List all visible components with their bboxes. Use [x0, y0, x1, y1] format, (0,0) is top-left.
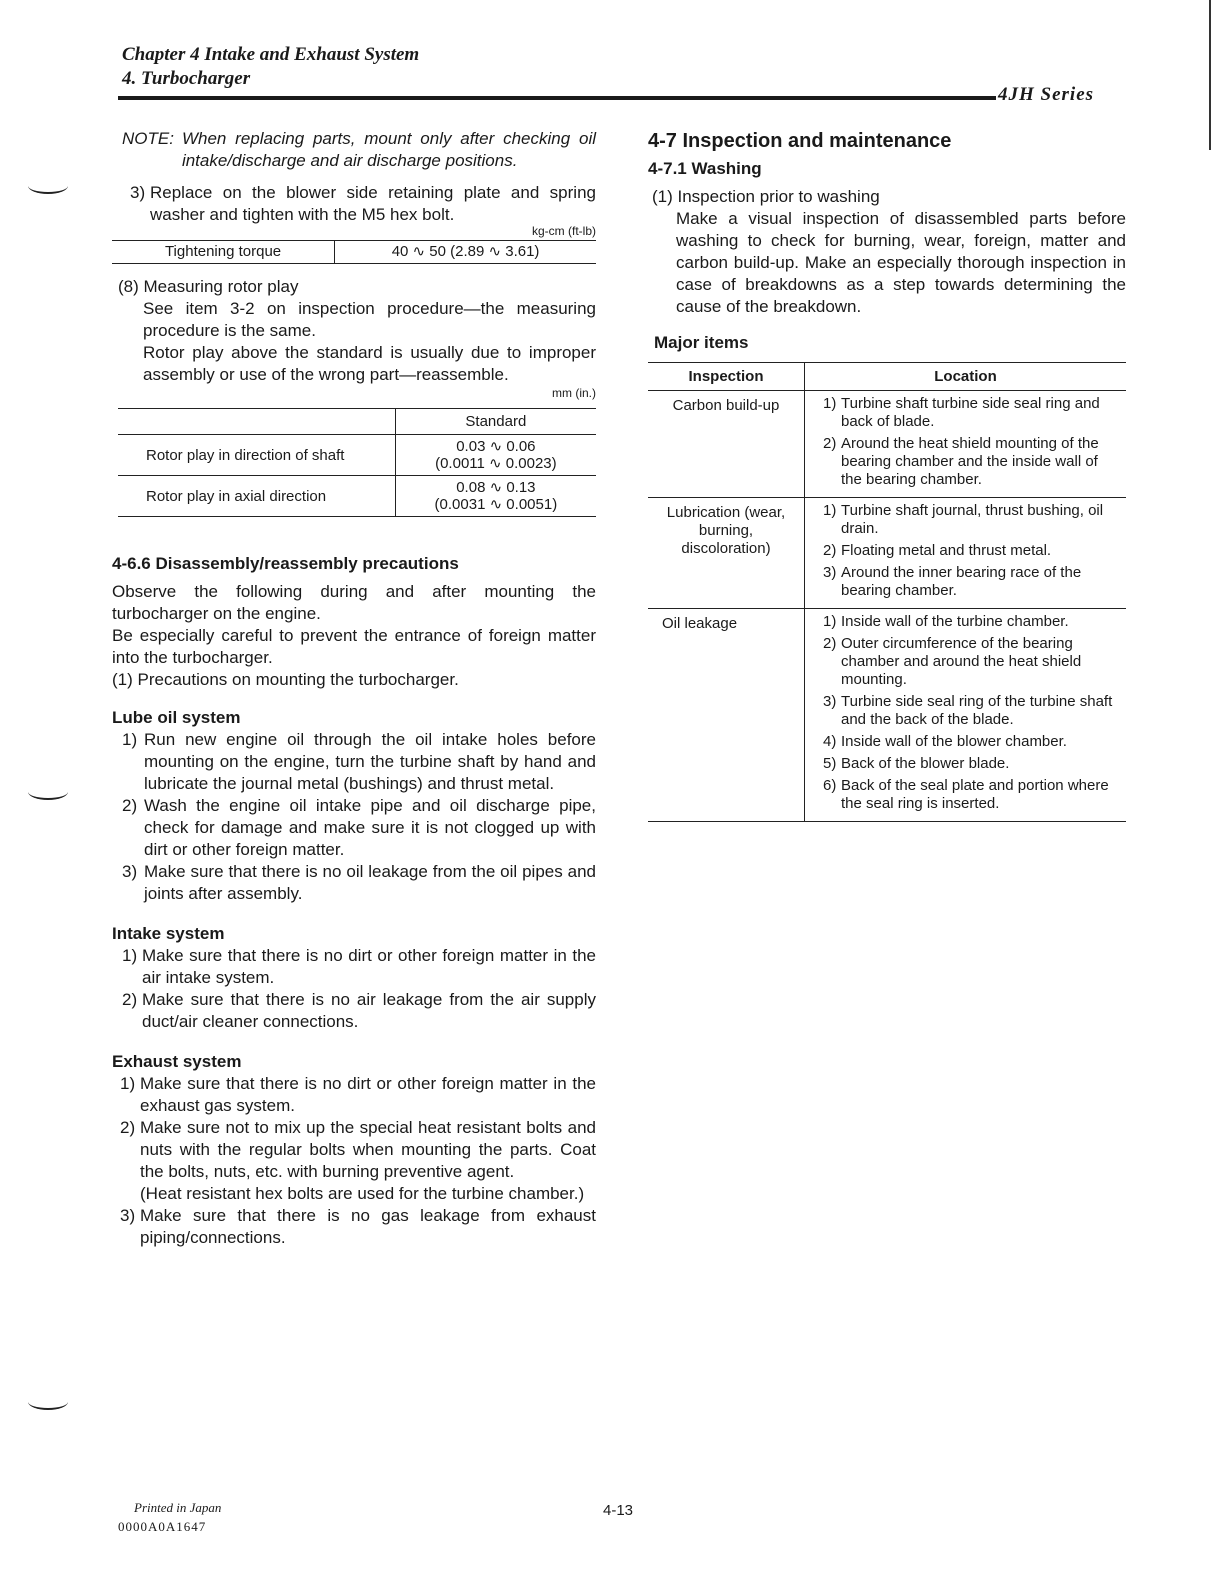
- document-code: 0000A0A1647: [118, 1519, 207, 1534]
- precautions-section: [112, 553, 596, 691]
- location-text: Around the inner bearing race of the bearing chamber.: [841, 564, 1082, 599]
- rotor-row: [118, 435, 596, 476]
- note-text: When replacing parts, mount only after checking oil intake/discharge and air discharge positions.: [181, 129, 596, 170]
- exhaust-item: [112, 1205, 596, 1249]
- col-inspection: Inspection: [648, 363, 805, 391]
- lube-item: [112, 795, 596, 861]
- location-number: 1): [823, 613, 837, 630]
- header-rule: [118, 96, 996, 100]
- location-cell: [805, 498, 1127, 609]
- note-block: [112, 128, 596, 172]
- item-text: Make sure that there is no dirt or other foreign matter in the air intake system.: [142, 946, 596, 987]
- rotor-heading: (8) Measuring rotor play: [118, 277, 299, 296]
- location-text: Back of the blower blade.: [841, 755, 1010, 772]
- item-number: 1): [122, 946, 138, 965]
- location-text: Floating metal and thrust metal.: [841, 542, 1052, 559]
- location-number: 3): [823, 564, 837, 581]
- lube-oil-section: [112, 707, 596, 905]
- item-text: Wash the engine oil intake pipe and oil discharge pipe, check for damage and make sure it is not clogged up with dirt or other foreign matter.: [144, 796, 596, 859]
- item-text: Make sure that there is no air leakage from the air supply duct/air cleaner connections.: [142, 990, 596, 1031]
- series-label: 4JH Series: [998, 84, 1095, 105]
- location-item: [823, 613, 1118, 631]
- location-text: Inside wall of the blower chamber.: [841, 733, 1067, 750]
- precautions-para-1: Observe the following during and after mounting the turbocharger on the engine.: [112, 582, 596, 623]
- intake-item: [112, 989, 596, 1033]
- punch-hole-mark: [28, 1394, 68, 1410]
- torque-label: Tightening torque: [112, 241, 335, 264]
- rotor-value-in: (0.0031 ∿ 0.0051): [434, 496, 558, 513]
- location-item: [823, 542, 1118, 560]
- location-number: 3): [823, 693, 837, 710]
- location-number: 5): [823, 755, 837, 772]
- major-items-heading: Major items: [654, 333, 749, 352]
- item-text: [140, 1117, 596, 1205]
- location-item: [823, 777, 1118, 813]
- major-items-table: [648, 362, 1126, 822]
- rotor-play-section: [112, 276, 596, 386]
- right-column: [648, 128, 1126, 822]
- item-text: Make sure that there is no oil leakage from the oil pipes and joints after assembly.: [144, 862, 596, 903]
- item-number: 2): [120, 1118, 136, 1137]
- rotor-value-mm: 0.08 ∿ 0.13: [456, 479, 536, 496]
- exhaust-item: [112, 1073, 596, 1117]
- rotor-row-item: Rotor play in direction of shaft: [118, 435, 395, 476]
- precautions-para-2: Be especially careful to prevent the entrance of foreign matter into the turbocharger.: [112, 626, 596, 667]
- item-text: Make sure that there is no dirt or other foreign matter in the exhaust gas system.: [140, 1074, 596, 1115]
- washing-subheading: 4-7.1 Washing: [648, 159, 762, 178]
- intake-heading: Intake system: [112, 924, 225, 943]
- location-item: [823, 564, 1118, 600]
- location-text: Inside wall of the turbine chamber.: [841, 613, 1069, 630]
- item-number: 1): [122, 730, 138, 749]
- rotor-col-standard: Standard: [395, 409, 596, 435]
- location-text: Outer circumference of the bearing chamber and around the heat shield mounting.: [841, 635, 1082, 688]
- item-number: 2): [122, 796, 138, 815]
- location-number: 1): [823, 502, 837, 519]
- location-cell: [805, 609, 1127, 822]
- exhaust-heading: Exhaust system: [112, 1052, 242, 1071]
- location-item: [823, 635, 1118, 689]
- location-text: Around the heat shield mounting of the bearing chamber and the inside wall of the bearing chamber.: [841, 435, 1099, 488]
- inspection-cell: Oil leakage: [648, 609, 805, 822]
- location-number: 2): [823, 435, 837, 452]
- precautions-heading: 4-6.6 Disassembly/reassembly precautions: [112, 554, 459, 573]
- rotor-col-item: [118, 409, 395, 435]
- location-text: Back of the seal plate and portion where the seal ring is inserted.: [841, 777, 1109, 812]
- rotor-row-item: Rotor play in axial direction: [118, 476, 395, 517]
- torque-unit: kg-cm (ft-lb): [532, 224, 596, 238]
- punch-hole-mark: [28, 178, 68, 194]
- intake-item: [112, 945, 596, 989]
- exhaust-section: [112, 1051, 596, 1249]
- left-column: [112, 128, 596, 1249]
- item-number: 2): [122, 990, 138, 1009]
- inspection-heading: 4-7 Inspection and maintenance: [648, 130, 952, 152]
- inspect-prior-heading: (1) Inspection prior to washing: [652, 187, 880, 206]
- section-title: 4. Turbocharger: [122, 68, 251, 89]
- inspection-group: [648, 609, 1126, 822]
- location-cell: [805, 391, 1127, 498]
- location-number: 4): [823, 733, 837, 750]
- precautions-para-3: (1) Precautions on mounting the turbocharger.: [112, 670, 459, 689]
- location-text: Turbine shaft journal, thrust bushing, oil drain.: [841, 502, 1104, 537]
- location-item: [823, 693, 1118, 729]
- location-text: Turbine shaft turbine side seal ring and back of blade.: [841, 395, 1100, 430]
- location-item: [823, 755, 1118, 773]
- printed-in-label: Printed in Japan: [134, 1500, 222, 1515]
- item-text-main: Make sure not to mix up the special heat resistant bolts and nuts with the regular bolts when mounting the parts. Coat the bolts, nuts, etc. with burning preventive agent.: [140, 1118, 596, 1181]
- step-number: 3): [130, 183, 146, 202]
- rotor-row: [118, 476, 596, 517]
- lube-item: [112, 729, 596, 795]
- inspection-cell: Lubrication (wear, burning, discoloration): [648, 498, 805, 609]
- page-edge-line: [1209, 0, 1211, 150]
- intake-section: [112, 923, 596, 1033]
- location-number: 1): [823, 395, 837, 412]
- item-number: 1): [120, 1074, 136, 1093]
- rotor-row-value: [395, 435, 596, 476]
- exhaust-item: [112, 1117, 596, 1205]
- item-number: 3): [120, 1206, 136, 1225]
- inspection-group: [648, 391, 1126, 498]
- chapter-title: Chapter 4 Intake and Exhaust System: [122, 44, 420, 65]
- item-number: 3): [122, 862, 138, 881]
- item-text-note: (Heat resistant hex bolts are used for the turbine chamber.): [140, 1184, 585, 1203]
- torque-value: 40 ∿ 50 (2.89 ∿ 3.61): [391, 243, 540, 260]
- step-text: Replace on the blower side retaining plate and spring washer and tighten with the M5 hex bolt.: [150, 183, 596, 224]
- location-item: [823, 502, 1118, 538]
- rotor-play-table: [118, 408, 596, 517]
- location-number: 2): [823, 542, 837, 559]
- inspect-prior-para: Make a visual inspection of disassembled parts before washing to check for burning, wear, foreign, matter and carbon build-up. Make an especially thorough inspection in case of breakdowns as a step towards determining the cause of the breakdown.: [676, 209, 1126, 316]
- torque-table: [112, 240, 596, 264]
- inspection-group: [648, 498, 1126, 609]
- location-item: [823, 395, 1118, 431]
- item-text: Make sure that there is no gas leakage from exhaust piping/connections.: [140, 1206, 596, 1247]
- rotor-value-in: (0.0011 ∿ 0.0023): [435, 455, 557, 472]
- rotor-unit: mm (in.): [552, 386, 596, 400]
- inspection-cell: Carbon build-up: [648, 391, 805, 498]
- lube-item: [112, 861, 596, 905]
- item-text: Run new engine oil through the oil intake holes before mounting on the engine, turn the turbine shaft by hand and lubricate the journal metal (bushings) and thrust metal.: [144, 730, 596, 793]
- punch-hole-mark: [28, 784, 68, 800]
- location-item: [823, 435, 1118, 489]
- page-number: 4-13: [603, 1502, 634, 1519]
- location-number: 2): [823, 635, 837, 652]
- lube-heading: Lube oil system: [112, 708, 241, 727]
- location-text: Turbine side seal ring of the turbine shaft and the back of the blade.: [841, 693, 1113, 728]
- note-label: NOTE:: [122, 129, 174, 148]
- rotor-para-1: See item 3-2 on inspection procedure—the measuring procedure is the same.: [143, 299, 596, 340]
- rotor-row-value: [395, 476, 596, 517]
- rotor-value-mm: 0.03 ∿ 0.06: [456, 438, 536, 455]
- location-number: 6): [823, 777, 837, 794]
- rotor-para-2: Rotor play above the standard is usually due to improper assembly or use of the wrong part—reassemble.: [143, 343, 596, 384]
- col-location: Location: [805, 363, 1127, 391]
- step-3: [112, 182, 596, 226]
- location-item: [823, 733, 1118, 751]
